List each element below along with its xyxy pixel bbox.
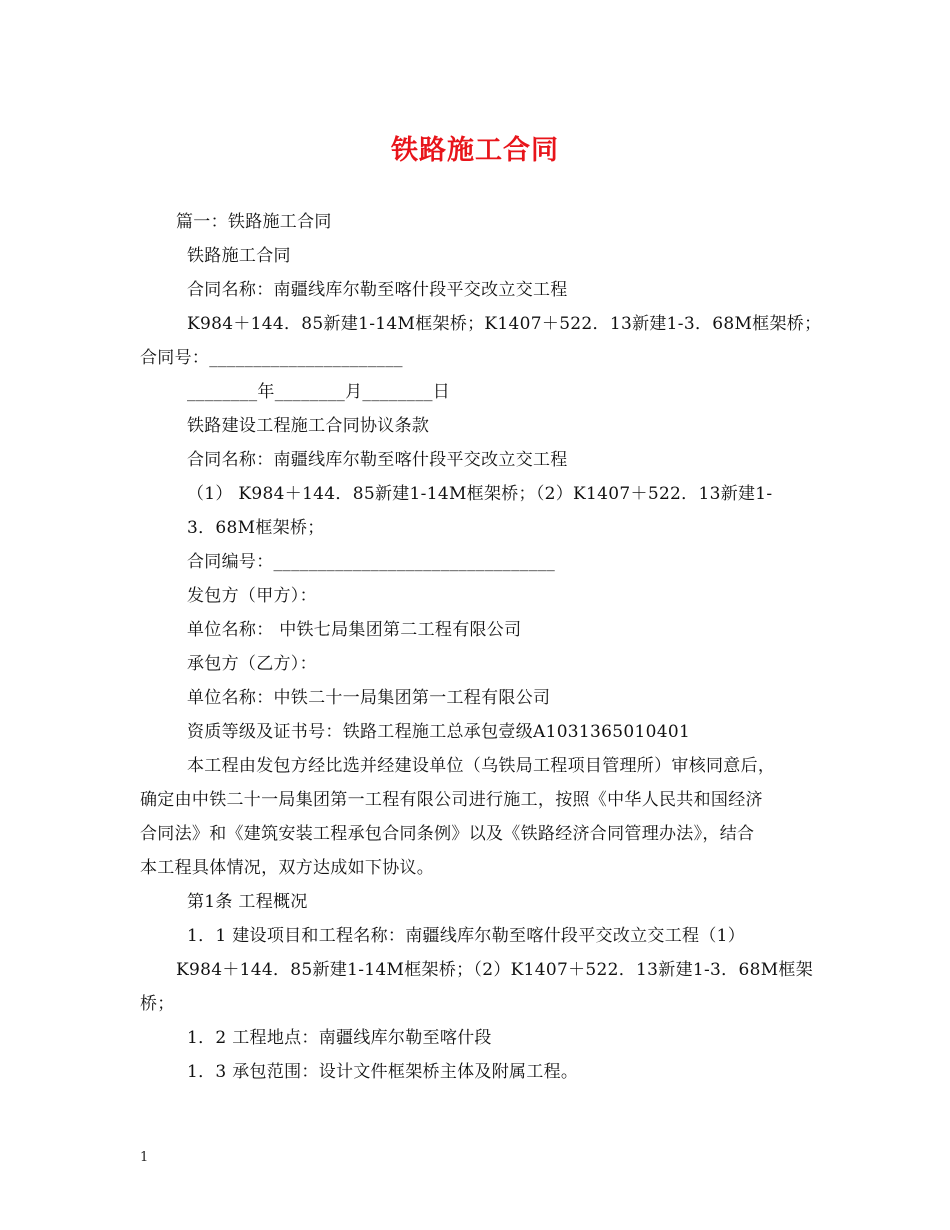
- party-b-label: 承包方（乙方）：: [187, 654, 317, 674]
- page-number: 1: [140, 1150, 149, 1165]
- clause-1-1-line-3: 桥；: [140, 994, 175, 1014]
- body-paragraph-line-2: 确定由中铁二十一局集团第一工程有限公司进行施工，按照《中华人民共和国经济: [140, 790, 763, 810]
- agreement-terms-heading: 铁路建设工程施工合同协议条款: [187, 416, 430, 436]
- contract-title-line: 铁路施工合同: [187, 246, 291, 266]
- section-heading: 篇一：铁路施工合同: [176, 212, 332, 232]
- project-detail-line: K984＋144．85新建1-14M框架桥；K1407＋522．13新建1-3．68M框架桥；: [187, 314, 822, 334]
- contract-number-line: 合同号：______________________: [140, 348, 403, 368]
- clause-1-1-line-2: K984＋144．85新建1-14M框架桥；（2）K1407＋522．13新建1-3．68M框架: [176, 960, 813, 980]
- party-a-label: 发包方（甲方）：: [187, 586, 317, 606]
- project-detail-line-3: 3．68M框架桥；: [187, 518, 325, 538]
- contract-name-line: 合同名称：南疆线库尔勒至喀什段平交改立交工程: [187, 280, 568, 300]
- project-detail-line-2: （1） K984＋144．85新建1-14M框架桥；（2）K1407＋522．13新建1-: [187, 484, 773, 504]
- contract-name-line-2: 合同名称：南疆线库尔勒至喀什段平交改立交工程: [187, 450, 568, 470]
- body-paragraph-line-4: 本工程具体情况，双方达成如下协议。: [140, 858, 435, 878]
- clause-1-3: 1．3 承包范围：设计文件框架桥主体及附属工程。: [187, 1062, 579, 1082]
- party-b-name: 单位名称：中铁二十一局集团第一工程有限公司: [187, 688, 551, 708]
- party-a-name: 单位名称： 中铁七局集团第二工程有限公司: [187, 620, 522, 640]
- article-1-heading: 第1条 工程概况: [187, 892, 308, 912]
- body-paragraph-line-1: 本工程由发包方经比选并经建设单位（乌铁局工程项目管理所）审核同意后，: [187, 756, 776, 776]
- date-line: ________年________月________日: [187, 382, 451, 402]
- body-paragraph-line-3: 合同法》和《建筑安装工程承包合同条例》以及《铁路经济合同管理办法》，结合: [140, 824, 755, 844]
- clause-1-1-line-1: 1．1 建设项目和工程名称：南疆线库尔勒至喀什段平交改立交工程（1）: [187, 926, 746, 946]
- clause-1-2: 1．2 工程地点：南疆线库尔勒至喀什段: [187, 1028, 492, 1048]
- qualification-line: 资质等级及证书号：铁路工程施工总承包壹级A1031365010401: [187, 722, 691, 742]
- document-title: 铁路施工合同: [391, 135, 559, 166]
- contract-code-line: 合同编号：________________________________: [187, 552, 556, 572]
